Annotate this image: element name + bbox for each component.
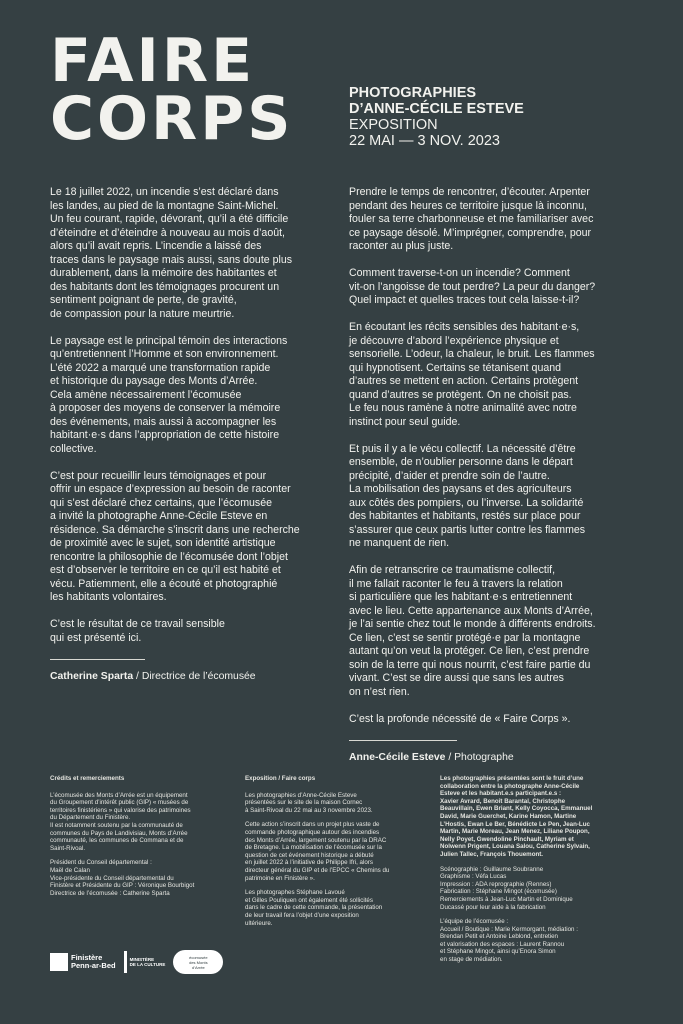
title-line-2: CORPS — [50, 84, 294, 154]
paragraph: Afin de retranscrire ce traumatisme collectif, il me fallait raconter le feu à travers la relation si particulière que les habitant·e·s entretiennent avec le lieu. Cette appartenance aux Monts d’Arrée, je l’ai sentie chez tout le monde à différents endroits. Ce lien, c’est se sentir protégé·e par la montagne autant qu’on veut la protéger. Ce lien, c’est prendre soin de la terre qui nous nourrit, c’est faire partie du vivant. C’est se dire aussi que sans les autres on n’est rien. — [349, 564, 596, 698]
signature-divider — [349, 740, 457, 741]
partner-logos — [50, 950, 223, 974]
signature-name: Catherine Sparta — [50, 670, 134, 682]
subtitle-dates: 22 MAI — 3 NOV. 2023 — [349, 133, 500, 149]
paragraph: C’est pour recueillir leurs témoignages et pour offrir un espace d’expression au besoin de raconter qui s’est déclaré chez certains, que l’écomusée a invité la photographe Anne-Cécile Esteve en résidence. Sa démarche s’inscrit dans une recherche de proximité avec le sujet, son identité artistique rencontre la philosophie de l’écomusée dont l’objet est d’observer le territoire en ce qu’il est habité et vécu. Patiemment, elle a écouté et photographié les habitants volontaires. — [50, 469, 300, 603]
photographer-signature — [349, 751, 639, 765]
director-signature — [50, 670, 312, 684]
credits-paragraph: Cette action s’inscrit dans un projet plus vaste de commande photographique autour des incendies des Monts d’Arrée, largement soutenu par la DRAC de Bretagne. La mobilisation de l’écomusée sur la question de cet événement historique a débuté en juillet 2022 à l’initiative de Philippe Ifri, alors directeur général du GIP et de l’EPCC « Chemins du patrimoine en Finistère ». — [245, 821, 390, 882]
director-text-column — [50, 186, 312, 683]
credits-paragraph: Scénographie : Guillaume Soubranne Graphisme : Véfa Lucas Impression : ADA reprographie (Rennes) Fabrication : Stéphane Mingot (écomusée) Remerciements à Jean-Luc Martin et Dominique Ducassé pour leur aide à la fabrication — [440, 865, 573, 911]
signature-divider — [50, 659, 145, 660]
credits-participants: Les photographies présentées sont le fruit d’une collaboration entre la photographe Anne-Cécile Esteve et les habitant.e.s participant.e.s : Xavier Avrard, Benoît Barantal, Christophe Beauvillain, Ewen Briant, Kelly Coyocca, Emmanuel David, Marie Guerchet, Karine Hamon, Martine L’Hostis, Ewan Le Ber, Bénédicte Le Pen, Jean-Luc Martin, Marie Moreau, Jean Menez, Liliane Poupon, Nelly Poyet, Gwendoline Pinchault, Myriam et Nolwenn Prigent, Louana Salou, Catherine Sylvain, Julien Tallec, François Thouemont. — [440, 775, 593, 858]
subtitle-photographer: D’ANNE-CÉCILE ESTEVE — [349, 101, 524, 117]
paragraph: C’est le résultat de ce travail sensible qui est présenté ici. — [50, 618, 225, 644]
paragraph: Et puis il y a le vécu collectif. La nécessité d’être ensemble, de n’oublier personne dans le départ précipité, d’aider et prendre soin de l’autre. La mobilisation des paysans et des agriculteurs aux côtés des pompiers, ou l’inverse. La solidarité des habitantes et habitants, restés sur place pour s’assurer que ceux partis lutter contre les flammes ne manquent de rien. — [349, 442, 586, 549]
paragraph: C’est la profonde nécessité de « Faire Corps ». — [349, 712, 571, 725]
credits-paragraph: L’équipe de l’écomusée : Accueil / Boutique : Marie Kermorgant, médiation : Brendan Petit et Antoine Leblond, entretien et valorisation des espaces : Laurent Rannou et Stéphane Mingot, ainsi qu’Enora Simon en stage de médiation. — [440, 918, 578, 964]
finistere-emblem-icon — [50, 953, 68, 971]
credits-paragraph: Les photographes Stéphane Lavoué et Gilles Pouliquen ont également été sollicités dans le cadre de cette commande, la présentation de leur travail fera l’objet d’une exposition ultérieure. — [245, 889, 383, 927]
ministere-logo-text: MINISTÈRE DE LA CULTURE — [129, 957, 166, 967]
credits-column-2 — [245, 775, 420, 934]
credits-column-3 — [440, 775, 635, 971]
paragraph: Prendre le temps de rencontrer, d’écouter. Arpenter pendant des heures ce territoire jusque là inconnu, fouler sa terre charbonneuse et me familiariser avec ce paysage désolé. M’imprégner, comprendre, pour raconter au plus juste. — [349, 186, 594, 252]
signature-role: / Photographe — [445, 751, 514, 763]
paragraph: En écoutant les récits sensibles des habitant·e·s, je découvre d’abord l’expérience physique et sensorielle. L’odeur, la chaleur, le bruit. Les flammes qui hypnotisent. Certains se tétanisent quand d’autres se mettent en action. Certains protègent quand d’autres se protègent. On ne choisit pas. Le feu nous ramène à notre animalité avec notre instinct pour seul guide. — [349, 321, 595, 428]
ecomusee-logo: écomusée des Monts d’Arrée — [173, 950, 223, 974]
subtitle-photographies: PHOTOGRAPHIES — [349, 85, 477, 101]
finistere-logo-text: Finistère Penn-ar-Bed — [71, 953, 116, 970]
ministere-culture-logo — [124, 951, 166, 973]
marianne-icon — [124, 951, 127, 973]
paragraph: Le paysage est le principal témoin des interactions qu’entretiennent l’Homme et son environnement. L’été 2022 a marqué une transformation rapide et historique du paysage des Monts d’Arrée. Cela amène nécessairement l’écomusée à proposer des moyens de conserver la mémoire des événements, mais aussi à accompagner les habitant·e·s dans l’appropriation de cette histoire collective. — [50, 334, 288, 455]
credits-heading: Exposition / Faire corps — [245, 775, 316, 782]
credits-paragraph: Président du Conseil départemental : Maël de Calan Vice-présidente du Conseil départemental du Finistère et Présidente du GIP : Véronique Bourbigot Directrice de l’écomusée : Catherine Sparta — [50, 859, 195, 897]
photographer-text-column — [349, 186, 639, 764]
exhibition-subtitle — [349, 85, 524, 149]
signature-role: / Directrice de l’écomusée — [133, 670, 256, 682]
credits-paragraph: Les photographies d’Anne-Cécile Esteve présentées sur le site de la maison Cornec à Saint-Rivoal du 22 mai au 3 novembre 2023. — [245, 791, 373, 814]
signature-name: Anne-Cécile Esteve — [349, 751, 446, 763]
credits-heading: Crédits et remerciements — [50, 775, 125, 782]
subtitle-exposition: EXPOSITION — [349, 117, 438, 133]
paragraph: Comment traverse-t-on un incendie? Comment vit-on l’angoisse de tout perdre? La peur du danger? Quel impact et quelles traces tout cela laisse-t-il? — [349, 267, 596, 306]
title-line-1: FAIRE — [50, 26, 256, 96]
credits-paragraph: L’écomusée des Monts d’Arrée est un équipement du Groupement d’intérêt public (GIP) « musées de territoires finistériens » qui valorise des patrimoines du Département du Finistère. Il est notamment soutenu par la communauté de communes du Pays de Landivisiau, Monts d’Arrée communauté, les communes de Commana et de Saint-Rivoal. — [50, 791, 191, 852]
credits-column-1 — [50, 775, 225, 904]
poster-title — [50, 26, 294, 154]
paragraph: Le 18 juillet 2022, un incendie s’est déclaré dans les landes, au pied de la montagne Saint-Michel. Un feu courant, rapide, dévorant, qu’il a été difficile d’éteindre et d’éteindre à nouveau au mois d’août, alors qu’il avait repris. L’incendie a laissé des traces dans le paysage mais aussi, sans doute plus durablement, dans la mémoire des habitantes et des habitants dont les témoignages procurent un sentiment poignant de perte, de gravité, de compassion pour la nature meurtrie. — [50, 186, 293, 320]
finistere-logo — [50, 953, 116, 971]
